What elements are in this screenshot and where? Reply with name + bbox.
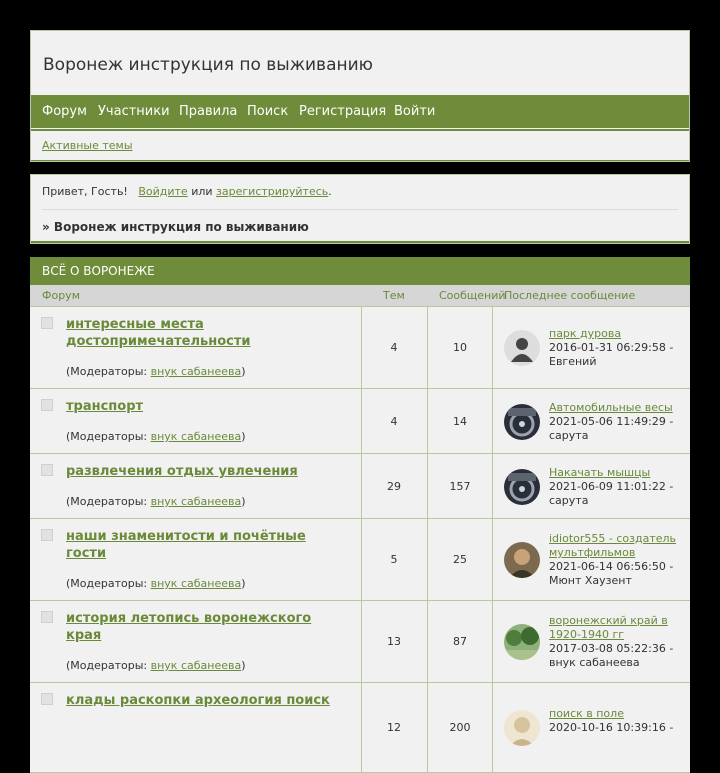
last-post-date: 2017-03-08 05:22:36 -: [549, 642, 674, 655]
posts-count: 25: [453, 553, 467, 566]
last-post-link[interactable]: Накачать мышцы: [549, 466, 651, 479]
last-post-author: сарута: [549, 494, 589, 507]
last-post-author: внук сабанеева: [549, 656, 640, 669]
mods-prefix: (Модераторы:: [66, 495, 148, 508]
last-post-date: 2021-06-09 11:01:22 -: [549, 480, 674, 493]
register-link[interactable]: зарегистрируйтесь: [216, 185, 329, 198]
forum-status-icon: [41, 317, 53, 329]
forum-status-icon: [41, 464, 53, 476]
breadcrumb: » Воронеж инструкция по выживанию: [42, 220, 309, 234]
col-forum: Форум: [42, 289, 80, 302]
forum-row: [30, 519, 690, 601]
mods-suffix: ): [241, 430, 246, 443]
portrait-avatar[interactable]: [504, 542, 540, 578]
nav-members[interactable]: Участники: [98, 104, 170, 119]
forest-avatar[interactable]: [504, 624, 540, 660]
last-post: [549, 614, 685, 670]
col-last: Последнее сообщение: [504, 289, 636, 302]
last-post-author: Мюнт Хаузент: [549, 574, 632, 587]
posts-count: 157: [449, 480, 471, 493]
divider: [42, 209, 678, 210]
forum-status-icon: [41, 611, 53, 623]
last-post-date: 2021-05-06 11:49:29 -: [549, 415, 674, 428]
last-post-author: Евгений: [549, 355, 597, 368]
last-post-link[interactable]: поиск в поле: [549, 707, 624, 720]
header: [30, 30, 690, 162]
topics-count: 5: [390, 553, 398, 566]
last-post-date: 2020-10-16 10:39:16 -: [549, 721, 674, 734]
moderator-link[interactable]: внук сабанеева: [150, 495, 242, 508]
posts-count: 10: [453, 341, 467, 354]
nav-forum[interactable]: Форум: [42, 104, 87, 119]
category-title: ВСЁ О ВОРОНЕЖЕ: [42, 264, 155, 278]
topics-count: 4: [390, 415, 398, 428]
column-headers: [30, 285, 690, 307]
moderators: [66, 430, 246, 443]
forum-row: [30, 307, 690, 389]
mods-prefix: (Модераторы:: [66, 365, 148, 378]
moderator-link[interactable]: внук сабанеева: [150, 365, 242, 378]
site-title: Воронеж инструкция по выживанию: [43, 55, 373, 75]
forum-status-icon: [41, 693, 53, 705]
mods-prefix: (Модераторы:: [66, 430, 148, 443]
nav-register[interactable]: Регистрация: [299, 104, 387, 119]
silhouette-avatar[interactable]: [504, 330, 540, 366]
forum-link[interactable]: интересные места достопримечательности: [66, 317, 251, 349]
or-text: или: [191, 185, 213, 198]
forum-row: [30, 683, 690, 773]
topics-count: 4: [390, 341, 398, 354]
forum-status-icon: [41, 529, 53, 541]
car-interior-avatar[interactable]: [504, 469, 540, 505]
welcome-box: [30, 174, 690, 244]
col-topics: Тем: [383, 289, 405, 302]
last-post: [549, 532, 685, 588]
forum-link[interactable]: наши знаменитости и почётные гости: [66, 529, 306, 561]
forum-row: [30, 454, 690, 519]
nav-login[interactable]: Войти: [394, 104, 436, 119]
welcome-line: [42, 185, 332, 198]
light-avatar[interactable]: [504, 710, 540, 746]
mods-suffix: ): [241, 659, 246, 672]
mods-suffix: ): [241, 365, 246, 378]
last-post: [549, 401, 685, 443]
last-post-date: 2016-01-31 06:29:58 -: [549, 341, 674, 354]
topics-count: 29: [387, 480, 401, 493]
posts-count: 87: [453, 635, 467, 648]
moderators: [66, 659, 246, 672]
mods-suffix: ): [241, 577, 246, 590]
forum-list: [30, 307, 690, 773]
mods-prefix: (Модераторы:: [66, 577, 148, 590]
main-nav: [31, 95, 689, 128]
forum-link[interactable]: история летопись воронежского края: [66, 611, 312, 643]
last-post-link[interactable]: idiotor555 - создатель мультфильмов: [549, 532, 677, 559]
moderator-link[interactable]: внук сабанеева: [150, 430, 242, 443]
moderator-link[interactable]: внук сабанеева: [150, 577, 242, 590]
topics-count: 13: [387, 635, 401, 648]
forum-row: [30, 389, 690, 454]
col-posts: Сообщений: [439, 289, 506, 302]
posts-count: 200: [449, 721, 471, 734]
mods-suffix: ): [241, 495, 246, 508]
last-post: [549, 707, 685, 735]
last-post-link[interactable]: воронежский край в 1920-1940 гг: [549, 614, 668, 641]
forum-link[interactable]: транспорт: [66, 399, 144, 414]
moderator-link[interactable]: внук сабанеева: [150, 659, 242, 672]
forum-link[interactable]: клады раскопки археология поиск: [66, 693, 330, 708]
forum-row: [30, 601, 690, 683]
divider: [31, 241, 689, 243]
moderators: [66, 577, 246, 590]
greeting-text: Привет, Гость!: [42, 185, 128, 198]
moderators: [66, 495, 246, 508]
mods-prefix: (Модераторы:: [66, 659, 148, 672]
last-post: [549, 327, 685, 369]
moderators: [66, 365, 246, 378]
forum-status-icon: [41, 399, 53, 411]
last-post: [549, 466, 685, 508]
topics-count: 12: [387, 721, 401, 734]
last-post-link[interactable]: Автомобильные весы: [549, 401, 673, 414]
active-topics-bar: [31, 129, 689, 161]
period-text: .: [328, 185, 332, 198]
nav-rules[interactable]: Правила: [179, 104, 238, 119]
forum-category: [30, 257, 690, 734]
nav-search[interactable]: Поиск: [247, 104, 289, 119]
category-header: [30, 257, 690, 285]
active-topics-link[interactable]: Активные темы: [42, 139, 133, 152]
posts-count: 14: [453, 415, 467, 428]
last-post-date: 2021-06-14 06:56:50 -: [549, 560, 674, 573]
login-link[interactable]: Войдите: [138, 185, 188, 198]
forum-link[interactable]: развлечения отдых увлечения: [66, 464, 298, 479]
last-post-link[interactable]: парк дурова: [549, 327, 622, 340]
car-interior-avatar[interactable]: [504, 404, 540, 440]
last-post-author: сарута: [549, 429, 589, 442]
